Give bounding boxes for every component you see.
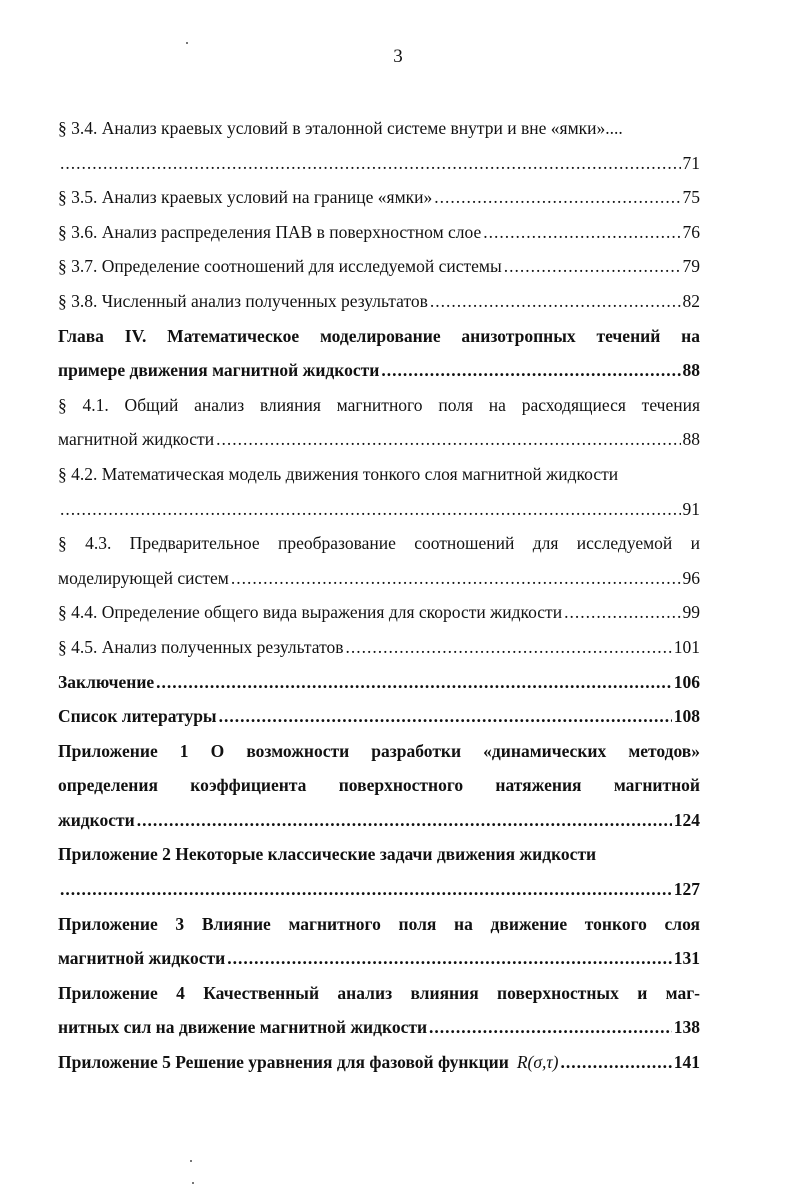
toc-entry — [58, 907, 700, 942]
dot-leader — [346, 630, 672, 665]
toc-page-number: 79 — [682, 256, 700, 277]
toc-entry-label: Заключение — [58, 671, 155, 692]
toc-entry-label: Приложение 5 Решение уравнения для фазовой функции — [58, 1052, 509, 1073]
toc-page-number: 124 — [673, 809, 700, 830]
dot-leader — [156, 665, 672, 700]
toc-entry — [58, 284, 700, 319]
toc-page-number: 88 — [682, 360, 700, 381]
toc-entry-label: нитных сил на движение магнитной жидкости — [58, 1017, 428, 1038]
toc-entry-label: Приложение 1 О возможности разработки «динамических методов» — [58, 740, 700, 761]
toc-entry-label: § 4.1. Общий анализ влияния магнитного поля на расходящиеся течения — [58, 394, 700, 415]
toc-entry-label: § 4.4. Определение общего вида выражения для скорости жидкости — [58, 602, 563, 623]
toc-entry — [58, 699, 700, 734]
toc-entry-label: § 3.5. Анализ краевых условий на границе «ямки» — [58, 187, 433, 208]
dot-leader — [504, 249, 681, 284]
toc-entry-label: § 4.5. Анализ полученных результатов — [58, 636, 344, 657]
toc-page-number: 127 — [673, 879, 700, 900]
table-of-contents — [58, 111, 700, 1080]
toc-entry — [58, 837, 700, 872]
toc-entry-label: § 3.6. Анализ распределения ПАВ в поверхностном слое — [58, 221, 482, 242]
toc-entry-label: Приложение 4 Качественный анализ влияния поверхностных и маг- — [58, 982, 700, 1003]
dot-leader — [560, 1045, 671, 1080]
toc-entry — [58, 215, 700, 250]
toc-entry-label: магнитной жидкости — [58, 948, 226, 969]
toc-entry — [58, 492, 700, 527]
toc-entry-label: Приложение 2 Некоторые классические задачи движения жидкости — [58, 844, 597, 865]
toc-page-number: 138 — [673, 1017, 700, 1038]
toc-entry — [58, 1010, 700, 1045]
dot-leader — [60, 872, 672, 907]
toc-entry-label: § 4.2. Математическая модель движения тонкого слоя магнитной жидкости — [58, 463, 619, 484]
dot-leader — [231, 561, 681, 596]
toc-entry — [58, 872, 700, 907]
toc-entry-label: жидкости — [58, 809, 135, 830]
toc-entry-label: моделирующей систем — [58, 567, 229, 588]
toc-entry-label: § 3.4. Анализ краевых условий в эталонной системе внутри и вне «ямки».... — [58, 118, 623, 138]
toc-entry — [58, 768, 700, 803]
toc-entry — [58, 595, 700, 630]
toc-page-number: 76 — [682, 221, 700, 242]
toc-entry-label: примере движения магнитной жидкости — [58, 360, 380, 381]
formula: R(σ,τ) — [516, 1052, 559, 1073]
toc-entry — [58, 319, 700, 354]
toc-entry — [58, 457, 700, 492]
toc-entry-label: магнитной жидкости — [58, 429, 215, 450]
toc-page-number: 131 — [673, 948, 700, 969]
toc-entry-label: определения коэффициента поверхностного натяжения магнитной — [58, 775, 700, 796]
dot-leader — [216, 422, 680, 457]
toc-entry-label: § 3.8. Численный анализ полученных результатов — [58, 290, 428, 311]
page-number: 3 — [393, 46, 403, 67]
toc-entry — [58, 803, 700, 838]
toc-page-number: 71 — [682, 152, 700, 173]
scan-speck — [186, 42, 188, 44]
dot-leader — [60, 146, 681, 181]
toc-page-number: 141 — [673, 1052, 700, 1073]
scan-speck — [192, 1182, 194, 1184]
toc-entry — [58, 353, 700, 388]
dot-leader — [429, 1010, 672, 1045]
toc-page-number: 82 — [682, 290, 700, 311]
toc-page-number: 75 — [682, 187, 700, 208]
toc-entry — [58, 180, 700, 215]
toc-entry — [58, 388, 700, 423]
toc-entry — [58, 734, 700, 769]
toc-page-number: 96 — [682, 567, 700, 588]
toc-page-number: 99 — [682, 602, 700, 623]
dot-leader — [60, 492, 681, 527]
toc-entry — [58, 526, 700, 561]
toc-entry-label: § 4.3. Предварительное преобразование соотношений для исследуемой и — [58, 533, 700, 554]
toc-entry-label: Глава IV. Математическое моделирование анизотропных течений на — [58, 325, 700, 346]
dot-leader — [381, 353, 680, 388]
toc-page-number: 88 — [682, 429, 700, 450]
toc-page-number: 108 — [673, 706, 700, 727]
dot-leader — [564, 595, 680, 630]
dot-leader — [430, 284, 681, 319]
dot-leader — [227, 941, 672, 976]
toc-entry — [58, 249, 700, 284]
dot-leader — [434, 180, 680, 215]
toc-entry-label: Приложение 3 Влияние магнитного поля на движение тонкого слоя — [58, 913, 700, 934]
toc-page-number: 106 — [673, 671, 700, 692]
toc-page-number: 101 — [673, 636, 700, 657]
toc-entry-label: § 3.7. Определение соотношений для исследуемой системы — [58, 256, 502, 277]
toc-entry-label: Список литературы — [58, 706, 217, 727]
toc-entry — [58, 976, 700, 1011]
dot-leader — [483, 215, 680, 250]
toc-entry — [58, 665, 700, 700]
scan-speck — [190, 1160, 192, 1162]
toc-entry — [58, 941, 700, 976]
toc-entry — [58, 422, 700, 457]
toc-entry — [58, 1045, 700, 1080]
toc-entry — [58, 111, 700, 146]
toc-entry — [58, 146, 700, 181]
dot-leader — [137, 803, 672, 838]
toc-page-number: 91 — [682, 498, 700, 519]
toc-entry — [58, 630, 700, 665]
toc-entry — [58, 561, 700, 596]
dot-leader — [219, 699, 672, 734]
